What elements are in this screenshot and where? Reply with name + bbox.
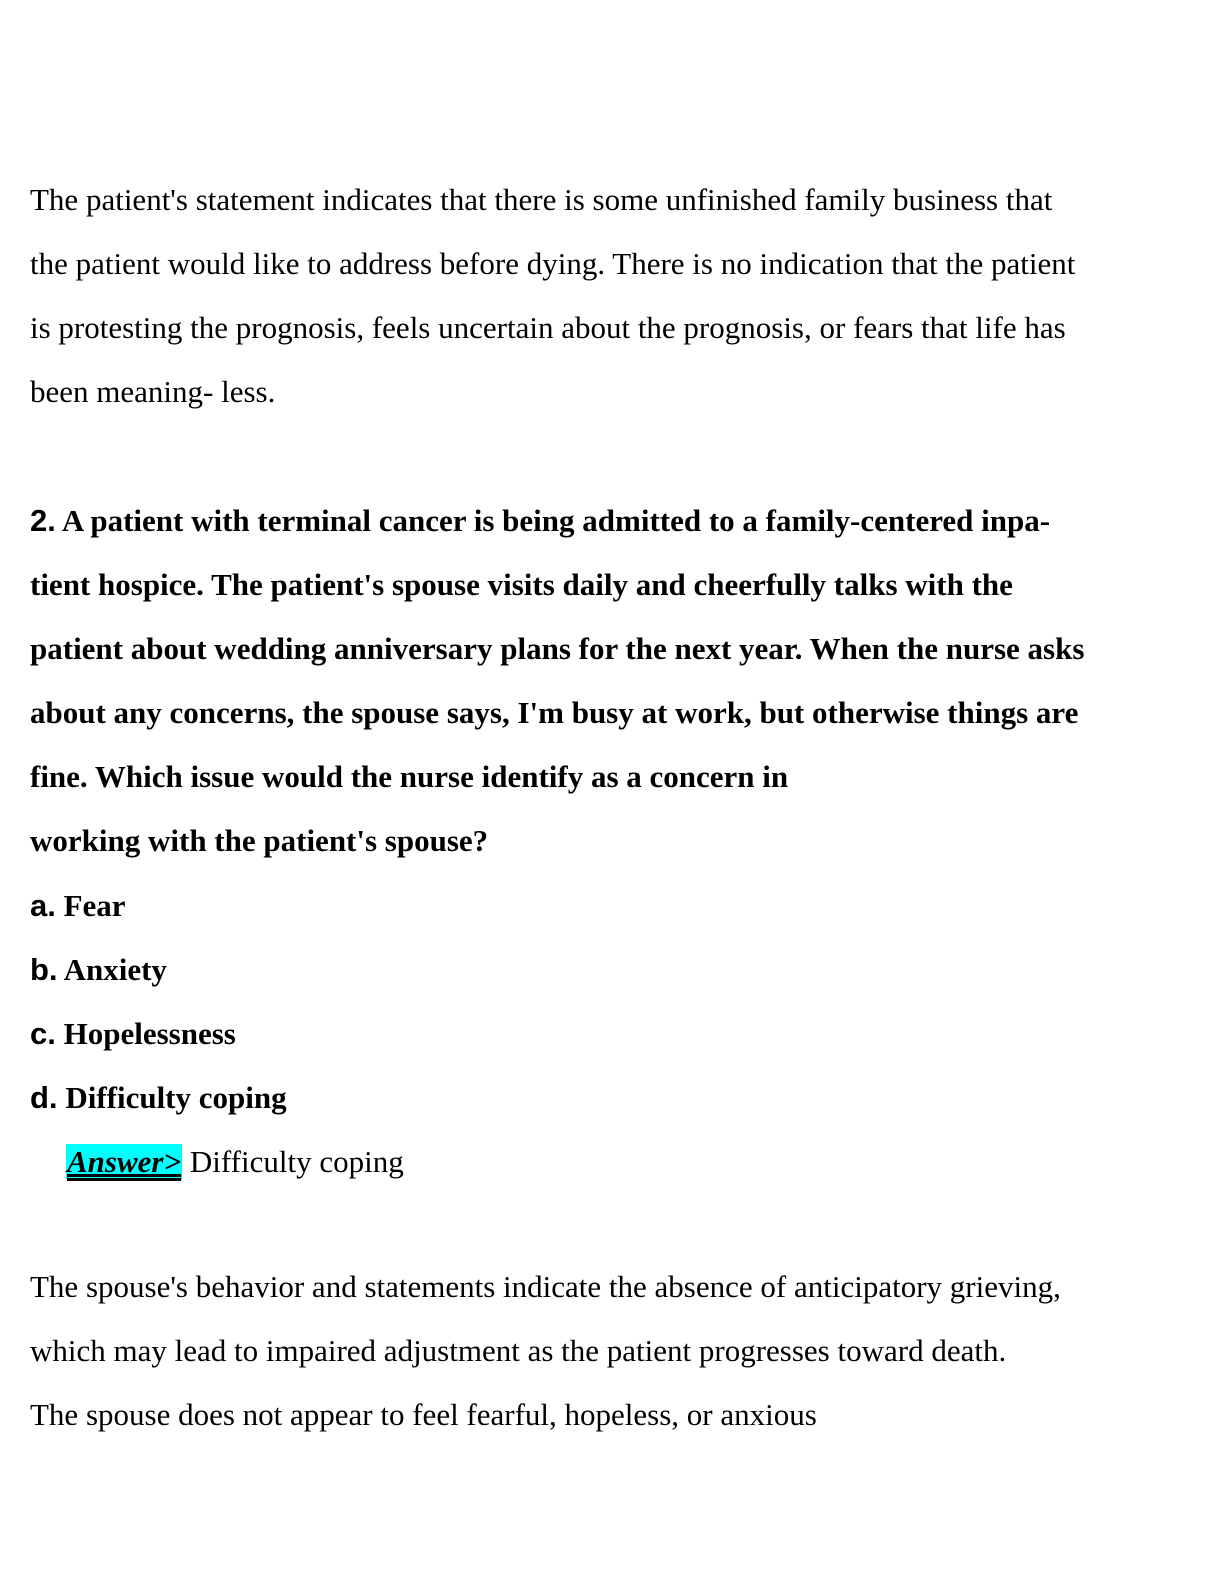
explanation-2-line: The spouse's behavior and statements indicate the absence of anticipatory grieving, (30, 1269, 1061, 1304)
explanation-1-line: the patient would like to address before dying. There is no indication that the patient (30, 246, 1076, 281)
option-c (30, 1014, 236, 1054)
answer-text: Difficulty coping (182, 1144, 404, 1179)
explanation-1-line: been meaning- less. (30, 374, 276, 409)
explanation-2-line: The spouse does not appear to feel fearful, hopeless, or anxious (30, 1397, 817, 1432)
option-text: Anxiety (63, 952, 167, 987)
explanation-1-line: The patient's statement indicates that there is some unfinished family business that (30, 182, 1053, 217)
question-text: A patient with terminal cancer is being admitted to a family-centered inpa- (61, 503, 1051, 538)
option-letter: a. (30, 888, 56, 923)
option-letter: c. (30, 1016, 56, 1051)
question-stem-line: fine. Which issue would the nurse identify as a concern in (30, 759, 789, 794)
option-text: Difficulty coping (65, 1080, 287, 1115)
option-a (30, 886, 126, 926)
question-stem-line: about any concerns, the spouse says, I'm busy at work, but otherwise things are (30, 695, 1079, 730)
option-b (30, 950, 167, 990)
question-stem-line (30, 501, 1050, 541)
question-stem-line: working with the patient's spouse? (30, 823, 489, 858)
question-number: 2. (30, 503, 56, 538)
option-text: Fear (63, 888, 126, 923)
answer-label: Answer> (67, 1144, 182, 1179)
explanation-2-line: which may lead to impaired adjustment as the patient progresses toward death. (30, 1333, 1007, 1368)
option-letter: b. (30, 952, 58, 987)
explanation-1-line: is protesting the prognosis, feels uncertain about the prognosis, or fears that life has (30, 310, 1066, 345)
option-d (30, 1078, 287, 1118)
question-stem-line: patient about wedding anniversary plans for the next year. When the nurse asks (30, 631, 1085, 666)
option-text: Hopelessness (63, 1016, 236, 1051)
option-letter: d. (30, 1080, 58, 1115)
answer-line (66, 1142, 404, 1182)
question-stem-line: tient hospice. The patient's spouse visits daily and cheerfully talks with the (30, 567, 1013, 602)
